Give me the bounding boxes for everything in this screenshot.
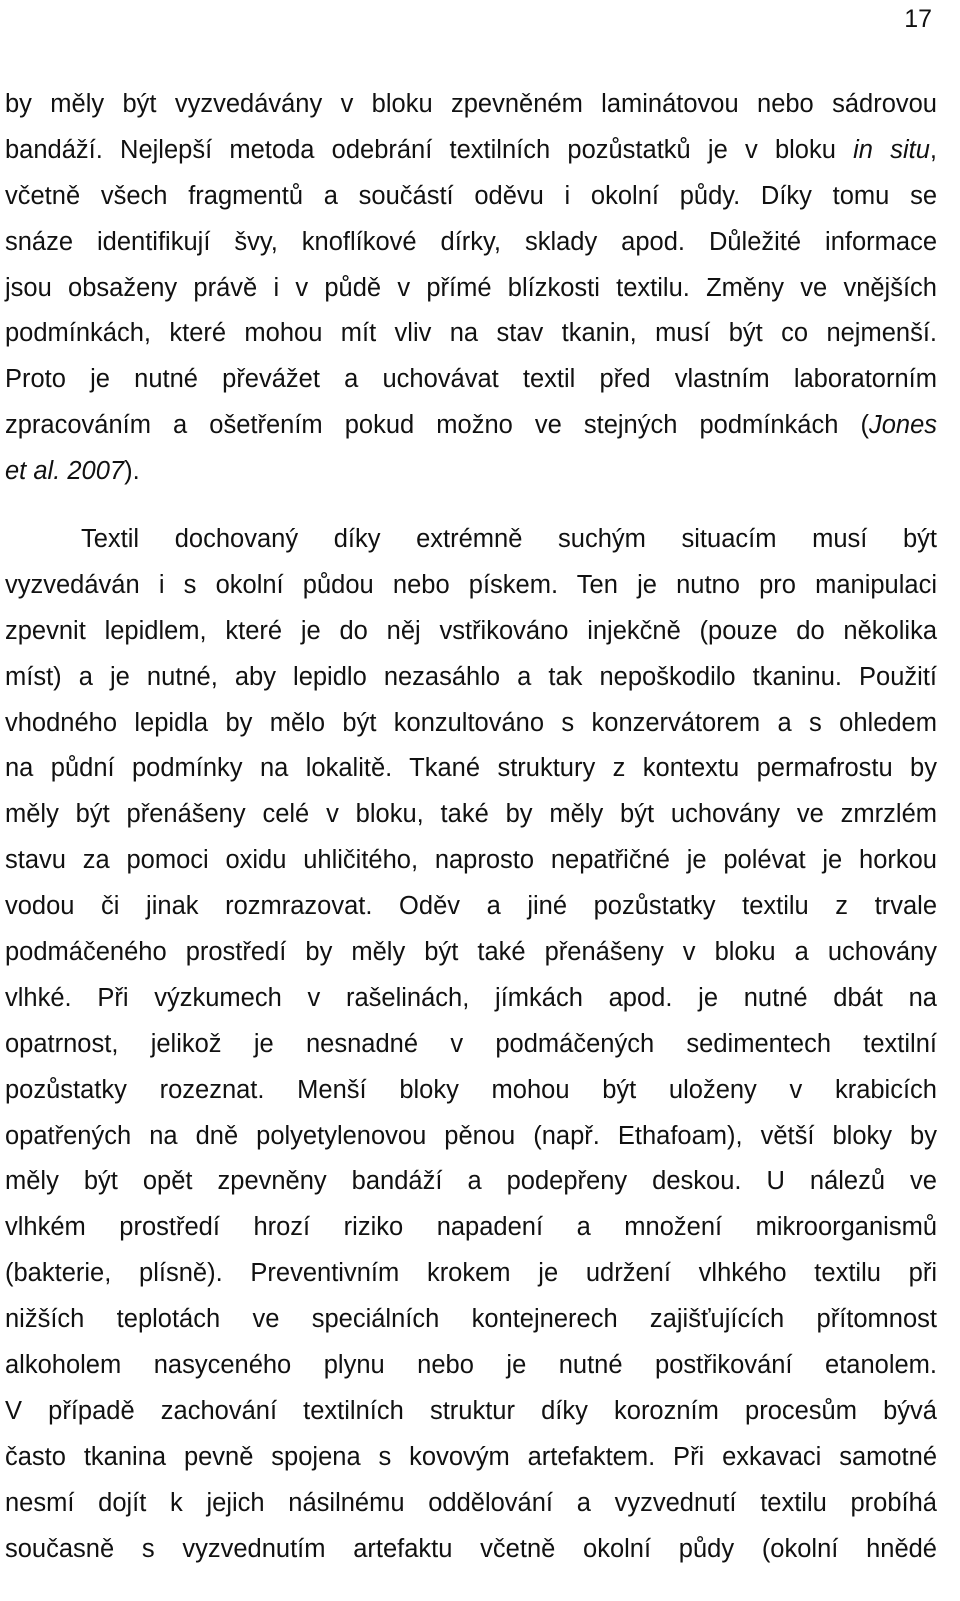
text-line: vlhkém prostředí hrozí riziko napadení a množení mikroorganismů bbox=[5, 1213, 937, 1242]
text-line: míst) a je nutné, aby lepidlo nezasáhlo a tak nepoškodilo tkaninu. Použití bbox=[5, 662, 937, 691]
text-line: opatřených na dně polyetylenovou pěnou (např. Ethafoam), větší bloky by bbox=[5, 1121, 937, 1150]
text-line: vodou či jinak rozmrazovat. Oděv a jiné pozůstatky textilu z trvale bbox=[5, 892, 937, 921]
text-line: opatrnost, jelikož je nesnadné v podmáčených sedimentech textilní bbox=[5, 1029, 937, 1058]
text-line: by měly být vyzvedávány v bloku zpevněném laminátovou nebo sádrovou bbox=[5, 90, 937, 118]
page-number: 17 bbox=[904, 5, 932, 33]
text-line: snáze identifikují švy, knoflíkové dírky, sklady apod. Důležité informace bbox=[5, 227, 937, 256]
text-line: zpracováním a ošetřením pokud možno ve stejných podmínkách (Jones bbox=[5, 411, 937, 440]
text-line: podmínkách, které mohou mít vliv na stav tkanin, musí být co nejmenší. bbox=[5, 319, 937, 348]
text-line: alkoholem nasyceného plynu nebo je nutné postřikování etanolem. bbox=[5, 1351, 937, 1380]
text-line: vyzvedáván i s okolní půdou nebo pískem. Ten je nutno pro manipulaci bbox=[5, 570, 937, 599]
text-line: jsou obsaženy právě i v půdě v přímé blízkosti textilu. Změny ve vnějších bbox=[5, 273, 937, 302]
text-line: et al. 2007). bbox=[5, 457, 140, 486]
text-line: na půdní podmínky na lokalitě. Tkané struktury z kontextu permafrostu by bbox=[5, 754, 937, 783]
paragraph-1 bbox=[5, 82, 937, 495]
text-line: Proto je nutné převážet a uchovávat textil před vlastním laboratorním bbox=[5, 365, 937, 394]
text-line: V případě zachování textilních struktur díky korozním procesům bývá bbox=[5, 1396, 937, 1425]
text-line: Textil dochovaný díky extrémně suchým situacím musí být bbox=[81, 525, 937, 554]
text-line: podmáčeného prostředí by měly být také přenášeny v bloku a uchovány bbox=[5, 938, 937, 967]
text-line: bandáží. Nejlepší metoda odebrání textilních pozůstatků je v bloku in situ, bbox=[5, 135, 937, 164]
text-line: zpevnit lepidlem, které je do něj vstřikováno injekčně (pouze do několika bbox=[5, 616, 937, 645]
document-body bbox=[5, 82, 937, 1573]
text-line: vlhké. Při výzkumech v rašelinách, jímkách apod. je nutné dbát na bbox=[5, 983, 937, 1012]
paragraph-2 bbox=[5, 517, 937, 1572]
text-line: současně s vyzvednutím artefaktu včetně okolní půdy (okolní hnědé bbox=[5, 1534, 937, 1563]
text-line: stavu za pomoci oxidu uhličitého, naprosto nepatřičné je polévat je horkou bbox=[5, 846, 937, 875]
text-line: vhodného lepidla by mělo být konzultováno s konzervátorem a s ohledem bbox=[5, 708, 937, 737]
text-line: často tkanina pevně spojena s kovovým artefaktem. Při exkavaci samotné bbox=[5, 1442, 937, 1471]
text-line: měly být přenášeny celé v bloku, také by měly být uchovány ve zmrzlém bbox=[5, 800, 937, 829]
text-line: včetně všech fragmentů a součástí oděvu i okolní půdy. Díky tomu se bbox=[5, 181, 937, 210]
text-line: nižších teplotách ve speciálních kontejnerech zajišťujících přítomnost bbox=[5, 1305, 937, 1334]
text-line: pozůstatky rozeznat. Menší bloky mohou být uloženy v krabicích bbox=[5, 1075, 937, 1104]
text-line: (bakterie, plísně). Preventivním krokem je udržení vlhkého textilu při bbox=[5, 1259, 937, 1288]
text-line: nesmí dojít k jejich násilnému oddělování a vyzvednutí textilu probíhá bbox=[5, 1488, 937, 1517]
text-line: měly být opět zpevněny bandáží a podepřeny deskou. U nálezů ve bbox=[5, 1167, 937, 1196]
